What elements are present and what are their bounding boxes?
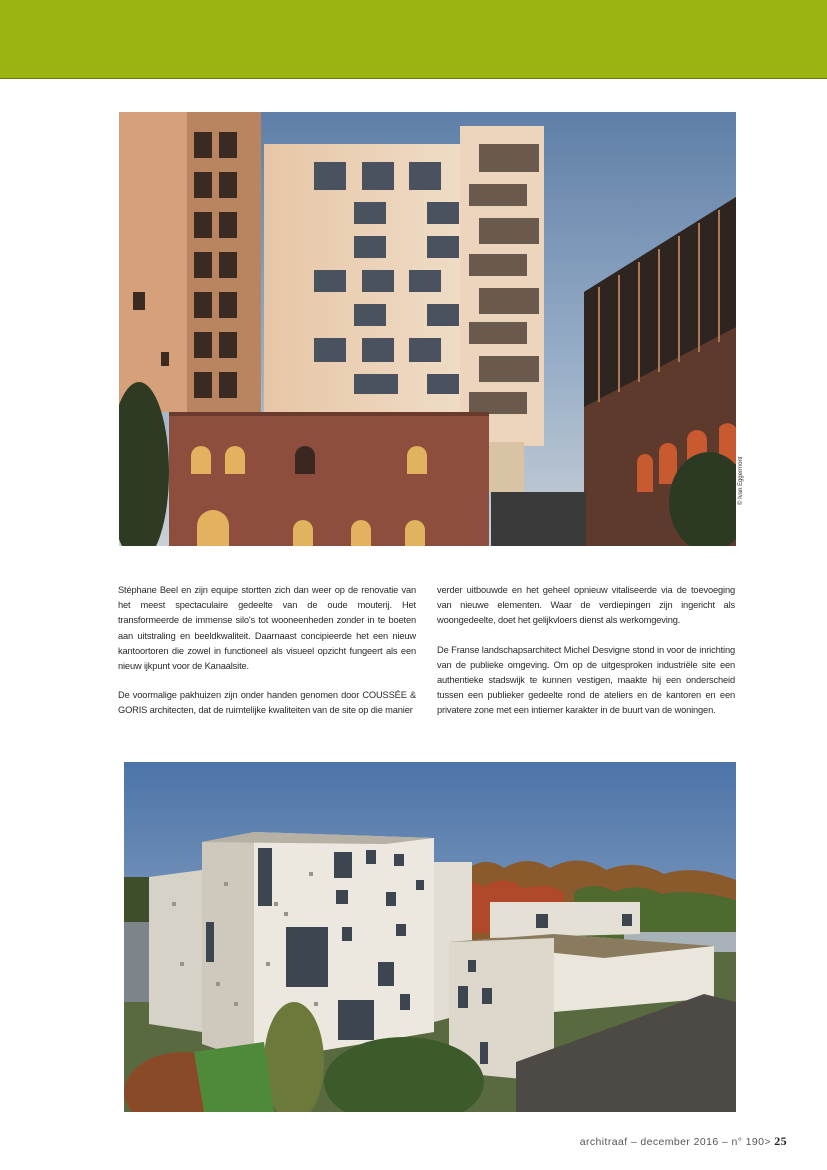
header-color-bar bbox=[0, 0, 827, 79]
article-paragraph: De voormalige pakhuizen zijn onder handen genomen door COUSSÉE & GORIS architecten, dat de ruimtelijke kwaliteiten van de site op die manier bbox=[118, 690, 416, 716]
page-number: 25 bbox=[774, 1134, 787, 1148]
photo-silo-tower bbox=[119, 112, 736, 546]
article-paragraph: De Franse landschapsarchitect Michel Desvigne stond in voor de inrichting van de publieke omgeving. Om op de uitgesproken industriële site een authentieke stadswijk te kunnen vestigen, maakte hij een onderscheid tussen een publieker gedeelte rond de ateliers en de kantoren en een privatere zone met een intiemer karakter in de buurt van de woningen. bbox=[437, 644, 735, 716]
photo-white-housing bbox=[124, 762, 736, 1112]
article-paragraph: verder uitbouwde en het geheel opnieuw vitaliseerde via de toevoeging van nieuwe elementen. Waar de verdiepingen zijn ingericht als woongedeelte, doet het gelijkvloers dienst als werkomgeving. bbox=[437, 585, 735, 626]
page-footer bbox=[580, 1134, 787, 1149]
article-column-left bbox=[118, 583, 416, 733]
article-column-right bbox=[437, 583, 735, 733]
photo-credit: © Ivan Eggermont bbox=[738, 456, 744, 505]
magazine-issue: architraaf – december 2016 – n° 190> bbox=[579, 1136, 771, 1148]
article-paragraph: Stéphane Beel en zijn equipe stortten zich dan weer op de renovatie van het meest spectaculaire gedeelte van de oude mouterij. Het transformeerde de immense silo's tot wooneenheden zonder in te boeten aan uitstraling en beeldkwaliteit. Daarnaast concipieerde het een nieuw kantoortoren die zowel in functioneel als visueel opzicht fungeert als een nieuw ijkpunt voor de Kanaalsite. bbox=[118, 585, 416, 672]
